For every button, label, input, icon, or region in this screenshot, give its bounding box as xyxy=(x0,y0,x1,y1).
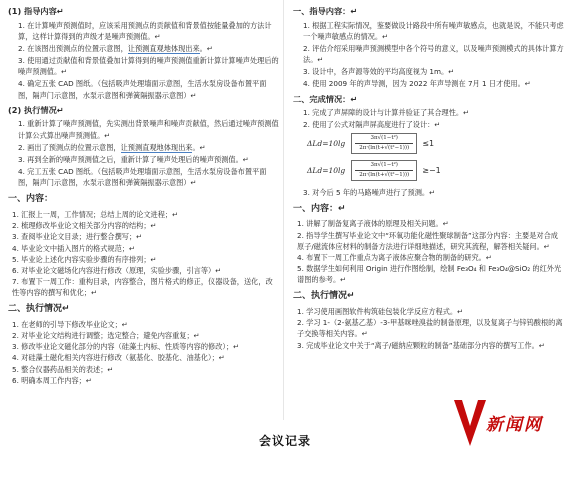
left-guide-item-4: 4. 确定五张 CAD 图纸。（包括吸声处理墙面示意图，生活水泵房设备布置平面图，隔声门示意图，水泵示意图和弹簧隔振器示意图）↵ xyxy=(18,79,267,100)
underlined-phrase: 让预测直观地体现出来 xyxy=(120,142,193,152)
formula-label: ΔLd=10lg xyxy=(307,166,346,176)
right-content-title: 一、内容：↵ xyxy=(293,203,346,214)
underlined-phrase: 让预测直观地体现出来 xyxy=(127,43,200,53)
right-exec-item: 1. 学习使用画图软件构筑硅包装化学反应方程式。↵ xyxy=(297,307,464,317)
right-content-item: 1. 讲解了制备复离子液体的原理及相关问题。↵ xyxy=(297,219,449,229)
right-guide-item: 3. 设计中，各声源等效的平均高度视为 1m。↵ xyxy=(303,67,455,77)
fraction-bar xyxy=(355,170,413,171)
left-guide-item-3: 3. 使用通过贡献值和背景值叠加计算得到的噪声预测值重新计算计算噪声处理后的噪声预测值。↵ xyxy=(18,56,279,77)
left-guide-item-1: 1. 在计算噪声预测值时，应该采用预测点的贡献值和背景值按能量叠加的方法计算，这样计算得到的声级才是噪声预测值。↵ xyxy=(18,20,272,41)
formula-numerator: 3π√(1−t²) xyxy=(370,135,398,142)
left-content-item: 3. 查阅毕业论文目录；进行整合撰写；↵ xyxy=(12,232,143,242)
left-guide-item-2: 2. 在该图出预测点的位置示意图，让预测直观地体现出来。↵ xyxy=(18,43,213,53)
left-content-item: 1. 汇报上一周，工作情况；总结上周的论文进程；↵ xyxy=(12,210,179,220)
right-content-item: 4. 布置下一周工作重点为离子液体应聚合物的制备的研究。↵ xyxy=(297,252,492,262)
left-exec2-item: 6. 明确本周工作内容；↵ xyxy=(12,375,92,385)
right-content-item: 5. 数据学生如何利用 Origin 进行作图绘制，绘制 Fe₃O₄ 和 Fe₃O₄@SiO₂ 的红外光谱图的参考。↵ xyxy=(297,264,562,285)
left-exec2-item: 4. 对硅藻土磁化相关内容进行修改（氨基化、胶基化、油基化）；↵ xyxy=(12,353,225,363)
right-exec-title: 二、执行情况↵ xyxy=(293,291,355,302)
right-guide-item: 1. 根据工程实际情况，鉴要做设计路段中所有噪声敏感点，也就是说，不能只考虑一个噪声敏感点的情况。↵ xyxy=(303,20,564,41)
left-exec2-item: 3. 修改毕业论文磁化部分的内容（硅藻土内标、性质等内容的修改）；↵ xyxy=(12,342,240,352)
left-exec2-item: 2. 对毕业论文结构进行调整；选定整合；避免内容重复；↵ xyxy=(12,331,200,341)
left-column xyxy=(0,0,285,386)
formula-numerator: 3π√(1−t²) xyxy=(370,162,398,169)
formula-denominator: 2π·(ln(t+√(t²−1))) xyxy=(359,172,410,179)
left-content-item: 5. 毕业论上述化内容实验步骤的有序排列；↵ xyxy=(12,254,157,264)
right-guide-item: 2. 评估介绍采用噪声预测模型中各个符号的意义，以及噪声预测模式的具体计算方法。↵ xyxy=(303,43,564,65)
left-content-item: 7. 布置下一周工作：重构目录，内容整合，图片格式的修正，仪器设备，送化，改性等内容的撰写和优化；↵ xyxy=(12,276,273,298)
left-content-item: 4. 毕业论文中插入图片的格式规范；↵ xyxy=(12,243,135,253)
right-guide-title: 一、指导内容：↵ xyxy=(293,6,358,16)
right-done-item: 1. 完成了声屏障的设计与计算并验证了其合理性。↵ xyxy=(303,108,470,118)
formula-fraction xyxy=(351,160,417,180)
formula-denominator: 2π·(ln(t+√(t²−1))) xyxy=(359,145,410,152)
left-exec2-title: 二、执行情况↵ xyxy=(8,304,70,315)
right-done-item: 2. 使用了公式对隔声屏高度进行了设计：↵ xyxy=(303,120,441,130)
left-exec-item-4: 4. 完工五张 CAD 图纸。（包括吸声处理墙面示意图，生活水泵房设备布置平面图，隔声门示意图，水泵示意图和弹簧隔振器示意图）↵ xyxy=(18,167,267,188)
right-exec-item: 2. 学习 1-（2-氨基乙基）-3-甲基咪唑溴盐的制备原理，以及复离子与锌钨酸根的离子交换等相关内容。↵ xyxy=(297,318,563,339)
right-guide-item: 4. 使用 2009 年的声导测，因为 2022 年声导测在 7月 1 日才使用。↵ xyxy=(303,79,531,89)
left-exec2-item: 5. 整合仪器药品相关的表述；↵ xyxy=(12,364,114,374)
left-guide-title: (1) 指导内容↵ xyxy=(8,6,64,16)
formula-label: ΔLd=10lg xyxy=(307,139,346,149)
left-content-item: 2. 梳理修改毕业论文相关部分内容的结构；↵ xyxy=(12,221,157,231)
left-exec-item-3: 3. 再到全新的噪声预测值之后，重新计算了噪声处理后的噪声预测值。↵ xyxy=(18,154,249,164)
watermark-text: 新闻网 xyxy=(486,415,543,435)
left-exec-item-2: 2. 画出了预测点的位置示意图，让预测直观地体现出来。↵ xyxy=(18,142,206,152)
right-done-item: 3. 对今后 5 年的马路噪声进行了预测。↵ xyxy=(303,187,436,197)
right-exec-item: 3. 完成毕业论文中关于“离子/磁纳应颗粒的制备”基础部分内容的撰写工作。↵ xyxy=(297,340,545,350)
right-done-title: 二、完成情况：↵ xyxy=(293,93,358,104)
image-caption: 会议记录 xyxy=(258,434,311,448)
left-exec2-item: 1. 在老师的引导下修改毕业论文；↵ xyxy=(12,319,128,329)
formula-fraction xyxy=(351,133,417,153)
formula-row xyxy=(307,160,441,182)
right-column xyxy=(285,0,570,351)
formula-relation: ≤1 xyxy=(422,139,435,149)
left-content-item: 6. 对毕业论文磁场化内容进行修改（原理，实验步骤，引言等）↵ xyxy=(12,265,222,275)
left-exec-title: (2) 执行情况↵ xyxy=(8,104,64,115)
formula-relation: ≥−1 xyxy=(422,166,441,176)
fraction-bar xyxy=(355,143,413,144)
formula-block xyxy=(293,133,564,185)
right-content-item: 2. 指导学生撰写毕业论文中“环氧功能化磁性聚球制备”这部分内容：主要是对合成原子/磁流体应材料的制备方法进行详细地描述，研究其流程，解答相关疑问。↵ xyxy=(297,230,558,251)
formula-row xyxy=(307,133,434,155)
left-exec-item-1: 1. 重新计算了噪声预测值，先实测出背景噪声和噪声贡献值，然后通过噪声预测值计算公式算出噪声预测值。↵ xyxy=(18,119,279,140)
left-content-title: 一、内容： xyxy=(8,194,54,205)
